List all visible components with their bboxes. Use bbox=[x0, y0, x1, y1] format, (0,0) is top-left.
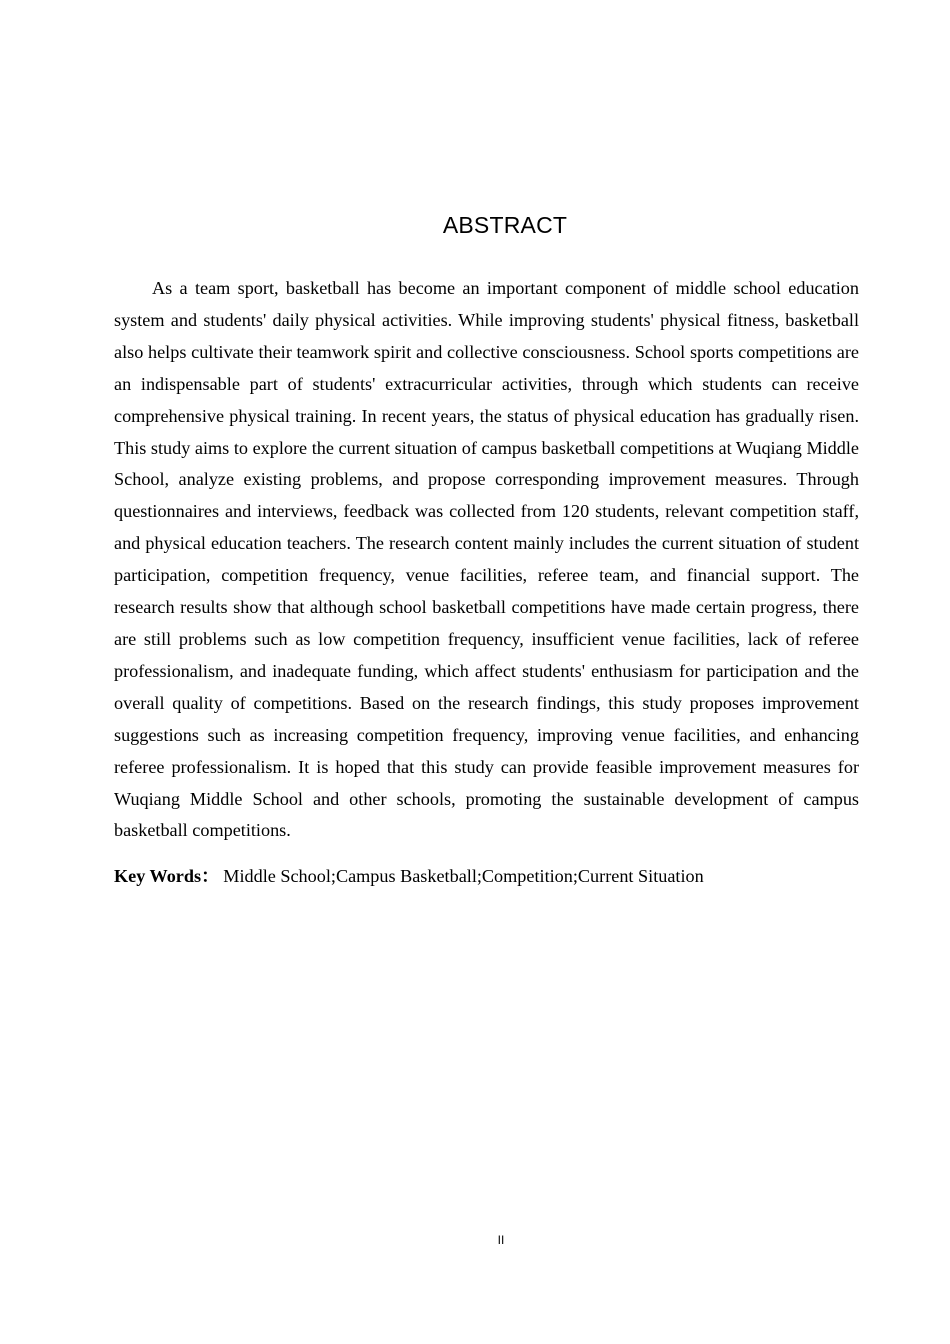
abstract-paragraph: As a team sport, basketball has become an important component of middle school education system and students' daily physical activities. While improving students' physical fitness, basketball also helps cultivate their teamwork spirit and collective consciousness. School sports competitions are an indispensable part of students' extracurricular activities, through which students can receive comprehensive physical training. In recent years, the status of physical education has gradually risen. This study aims to explore the current situation of campus basketball competitions at Wuqiang Middle School, analyze existing problems, and propose corresponding improvement measures. Through questionnaires and interviews, feedback was collected from 120 students, relevant competition staff, and physical education teachers. The research content mainly includes the current situation of student participation, competition frequency, venue facilities, referee team, and financial support. The research results show that although school basketball competitions have made certain progress, there are still problems such as low competition frequency, insufficient venue facilities, lack of referee professionalism, and inadequate funding, which affect students' enthusiasm for participation and the overall quality of competitions. Based on the research findings, this study proposes improvement suggestions such as increasing competition frequency, improving venue facilities, and enhancing referee professionalism. It is hoped that this study can provide feasible improvement measures for Wuqiang Middle School and other schools, promoting the sustainable development of campus basketball competitions. bbox=[114, 278, 859, 841]
page-number: II bbox=[497, 1233, 505, 1247]
keywords-line bbox=[114, 861, 859, 892]
keywords-separator: ： bbox=[201, 866, 220, 886]
keywords-label: Key Words bbox=[114, 866, 202, 886]
keywords-value: Middle School;Campus Basketball;Competition;Current Situation bbox=[223, 866, 704, 886]
abstract-title: ABSTRACT bbox=[442, 212, 568, 238]
